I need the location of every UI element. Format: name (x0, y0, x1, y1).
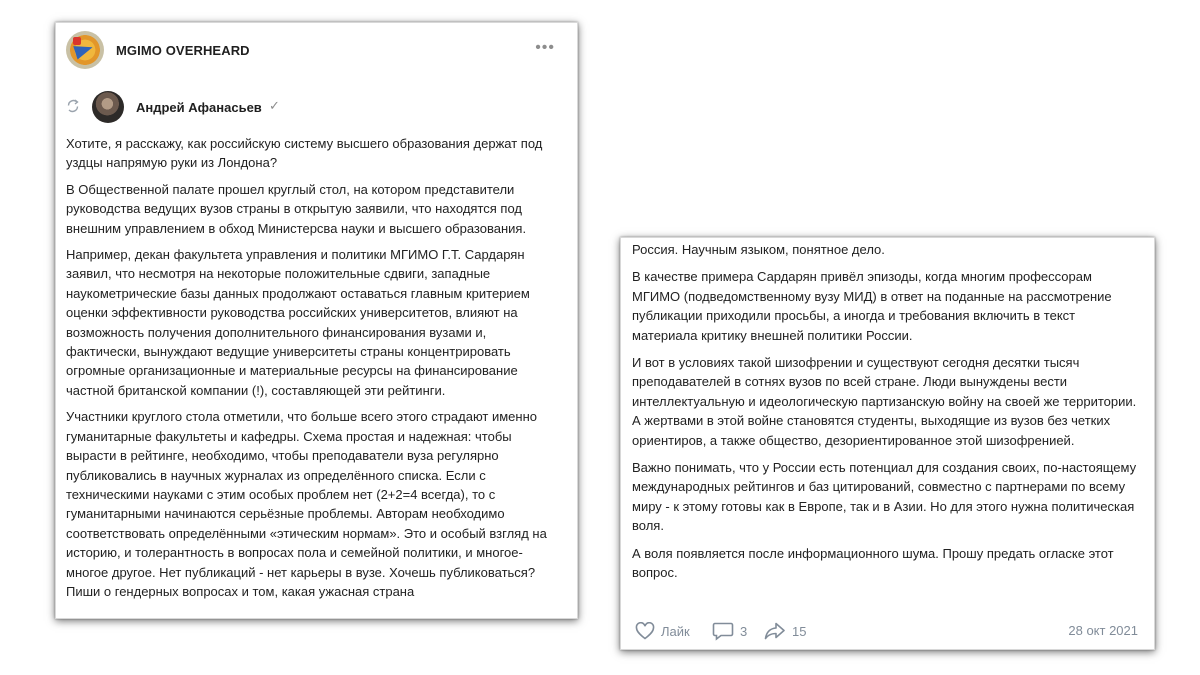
post-paragraph: Россия. Научным языком, понятное дело. (632, 242, 885, 257)
post-paragraph: Важно понимать, что у России есть потенциал для создания своих, по-настоящему международных рейтингов и баз цитирований, совместно с партнерами по всему миру - к этому готовы как в Европе, так и в Азии. Но для этого нужна политическая воля. (632, 460, 1137, 534)
post-paragraph: В качестве примера Сардарян привёл эпизоды, когда многим профессорам МГИМО (подведомственному вузу МИД) в ответ на поданные на рассмотрение публикации приходили просьбы, а иногда и требования включить в текст материала критику внешней политики России. (632, 269, 1112, 343)
verified-icon: ✓ (269, 98, 280, 113)
post-paragraph: В Общественной палате прошел круглый стол, на котором представители руководства ведущих вузов страны в открытую заявили, что находятся под внешним управлением в обход Министерсва науки и высшего образования. (66, 181, 527, 236)
post-card-right (620, 237, 1155, 650)
comment-count: 3 (740, 623, 748, 639)
comment-icon (712, 621, 734, 641)
post-text-continued (632, 240, 1140, 591)
post-paragraph: Например, декан факультета управления и политики МГИМО Г.Т. Сардарян заявил, что несмотря на некоторые положительные сдвиги, западные наукометрические базы данных продолжают оставаться главным критерием оценки эффективности руководства российских университетов, влияют на возможность получения дополнительного финансирования вузами и, фактически, вынуждают ведущие университеты страны концентрировать огромные организационные и материальные ресурсы на финансирование частной британской компании (!), составляющей эти рейтинги. (66, 247, 530, 398)
post-date[interactable]: 28 окт 2021 (1068, 623, 1138, 638)
author-avatar[interactable] (92, 91, 124, 123)
post-paragraph: И вот в условиях такой шизофрении и существуют сегодня десятки тысяч преподавателей в сотнях вузов по всей стране. Люди вынуждены вести интеллектуальную и идеологическую партизанскую войну на своей же территории. А жертвами в этой войне становятся студенты, выходящие из вузов без четких ориентиров, а также общество, дезориентированное этой шизофренией. (632, 355, 1137, 448)
more-icon[interactable]: ••• (535, 39, 555, 56)
group-header (66, 31, 567, 81)
share-icon (764, 621, 786, 641)
post-card-left (55, 22, 578, 619)
share-count: 15 (792, 623, 807, 639)
heart-icon (635, 622, 655, 640)
author-name[interactable]: Андрей Афанасьев (136, 100, 262, 115)
post-paragraph: А воля появляется после информационного шума. Прошу предать огласке этот вопрос. (632, 545, 1114, 581)
like-button[interactable] (635, 619, 690, 643)
post-text (66, 134, 563, 608)
post-paragraph: Участники круглого стола отметили, что больше всего этого страдают именно гуманитарные факультеты и кафедры. Схема простая и надежная: чтобы вырасти в рейтинге, необходимо, чтобы преподаватели вуза регулярно публиковались в научных журналах из определённого списка. Если с техническими науками с этим особых проблем нет (2+2=4 всегда), то с гуманитарными начинаются серьёзные проблемы. Авторам необходимо соответствовать определёнными «этическим нормам». Это и особый взгляд на историю, и толерантность в вопросах пола и семейной политики, и многое-многое другое. Нет публикаций - нет карьеры в вузе. Хочешь публиковаться? Пиши о гендерных вопросах и том, какая ужасная страна (66, 409, 547, 599)
repost-author-row (66, 91, 567, 125)
group-avatar[interactable] (66, 31, 104, 69)
comment-button[interactable] (712, 619, 747, 643)
group-name[interactable]: MGIMO OVERHEARD (116, 43, 250, 58)
like-label: Лайк (661, 623, 690, 639)
share-button[interactable] (764, 619, 806, 643)
repost-icon (66, 99, 80, 113)
post-actions (635, 619, 1138, 643)
post-paragraph: Хотите, я расскажу, как российскую систему высшего образования держат под уздцы напрямую руки из Лондона? (66, 136, 543, 171)
